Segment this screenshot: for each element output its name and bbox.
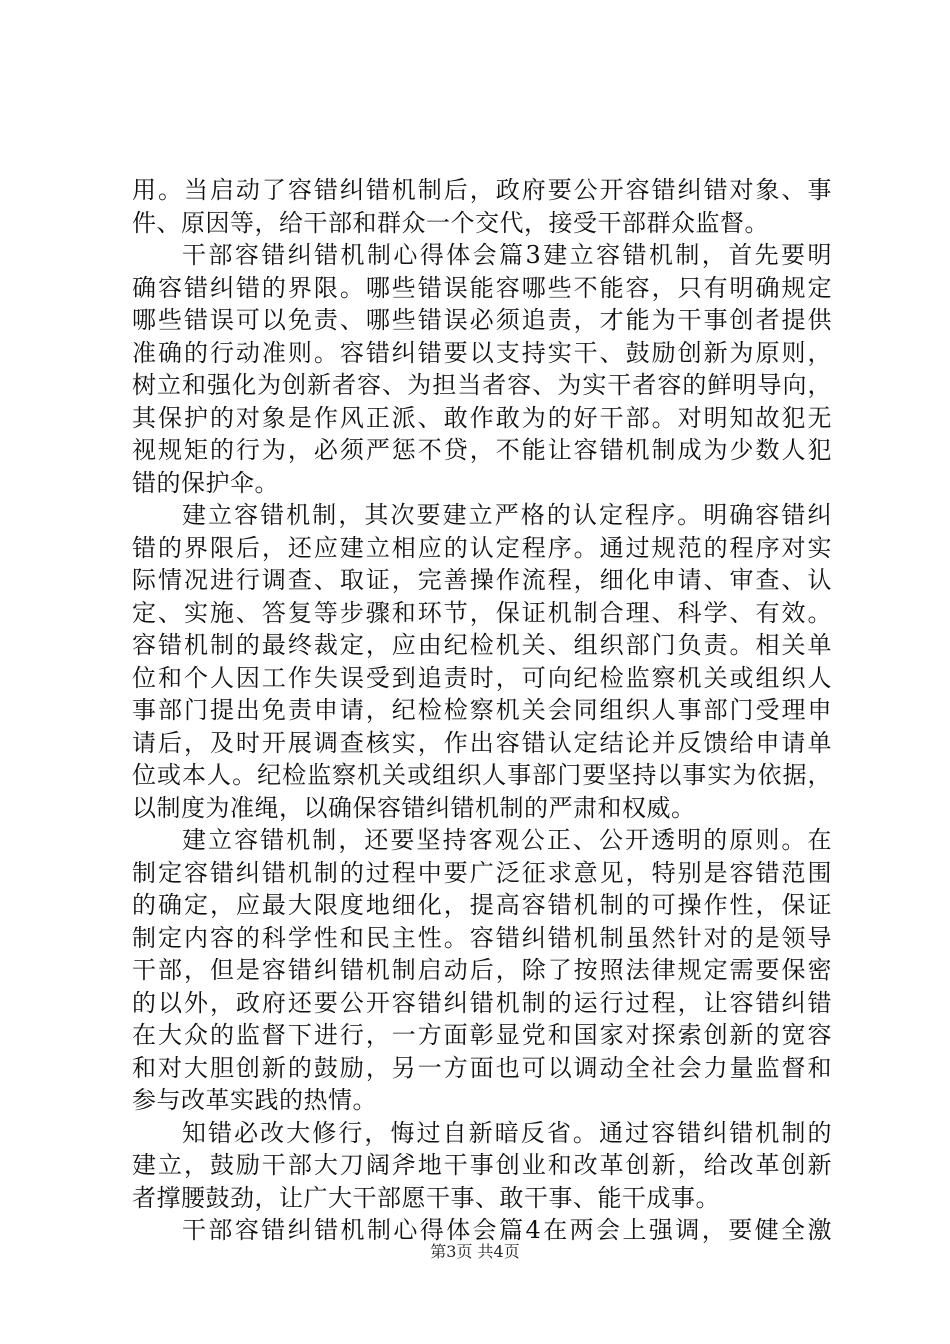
text-line: 建立容错机制，还要坚持客观公正、公开透明的原则。在	[182, 826, 832, 854]
text-line: 建立，鼓励干部大刀阔斧地干事创业和改革创新，给改革创新	[132, 1151, 832, 1179]
text-line: 其保护的对象是作风正派、敢作敢为的好干部。对明知故犯无	[132, 403, 832, 432]
text-line: 确容错纠错的界限。哪些错误能容哪些不能容，只有明确规定	[132, 273, 832, 302]
text-line: 以制度为准绳，以确保容错纠错机制的严肃和权威。	[132, 793, 696, 822]
text-line: 的确定，应最大限度地细化，提高容错机制的可操作性，保证	[132, 891, 832, 919]
text-line: 件、原因等，给干部和群众一个交代，接受干部群众监督。	[132, 208, 769, 237]
document-body	[132, 174, 832, 1247]
text-line: 参与改革实践的热情。	[132, 1086, 377, 1114]
text-line: 准确的行动准则。容错纠错要以支持实干、鼓励创新为原则，	[132, 338, 832, 367]
text-line: 干部容错纠错机制心得体会篇4在两会上强调，要健全激	[182, 1216, 832, 1244]
text-line: 干部容错纠错机制心得体会篇3建立容错机制，首先要明	[182, 241, 832, 269]
text-line: 位和个人因工作失误受到追责时，可向纪检监察机关或组织人	[132, 663, 832, 692]
text-line: 树立和强化为创新者容、为担当者容、为实干者容的鲜明导向，	[132, 371, 832, 399]
text-line: 错的界限后，还应建立相应的认定程序。通过规范的程序对实	[132, 533, 832, 562]
text-line: 容错机制的最终裁定，应由纪检机关、组织部门负责。相关单	[132, 631, 832, 659]
text-line: 干部，但是容错纠错机制启动后，除了按照法律规定需要保密	[132, 956, 832, 984]
text-line: 位或本人。纪检监察机关或组织人事部门要坚持以事实为依据，	[132, 761, 832, 789]
text-line: 建立容错机制，其次要建立严格的认定程序。明确容错纠	[182, 501, 832, 529]
text-line: 定、实施、答复等步骤和环节，保证机制合理、科学、有效。	[132, 598, 832, 627]
text-line: 制定容错纠错机制的过程中要广泛征求意见，特别是容错范围	[132, 858, 832, 887]
text-line: 制定内容的科学性和民主性。容错纠错机制虽然针对的是领导	[132, 923, 832, 952]
text-line: 哪些错误可以免责、哪些错误必须追责，才能为干事创者提供	[132, 306, 832, 334]
text-line: 错的保护伞。	[132, 468, 279, 497]
text-line: 者撑腰鼓劲，让广大干部愿干事、敢干事、能干成事。	[132, 1183, 720, 1212]
text-line: 际情况进行调查、取证，完善操作流程，细化申请、审查、认	[132, 566, 832, 594]
text-line: 和对大胆创新的鼓励，另一方面也可以调动全社会力量监督和	[132, 1053, 832, 1082]
text-line: 请后，及时开展调查核实，作出容错认定结论并反馈给申请单	[132, 728, 832, 757]
text-line: 知错必改大修行，悔过自新暗反省。通过容错纠错机制的	[182, 1118, 832, 1147]
text-line: 在大众的监督下进行，一方面彰显党和国家对探索创新的宽容	[132, 1021, 832, 1049]
text-line: 事部门提出免责申请，纪检检察机关会同组织人事部门受理申	[132, 696, 832, 724]
page-number-footer: 第3页 共4页	[430, 1242, 520, 1261]
text-line: 的以外，政府还要公开容错纠错机制的运行过程，让容错纠错	[132, 988, 832, 1017]
text-line: 视规矩的行为，必须严惩不贷，不能让容错机制成为少数人犯	[132, 436, 832, 464]
text-line: 用。当启动了容错纠错机制后，政府要公开容错纠错对象、事	[132, 176, 832, 204]
